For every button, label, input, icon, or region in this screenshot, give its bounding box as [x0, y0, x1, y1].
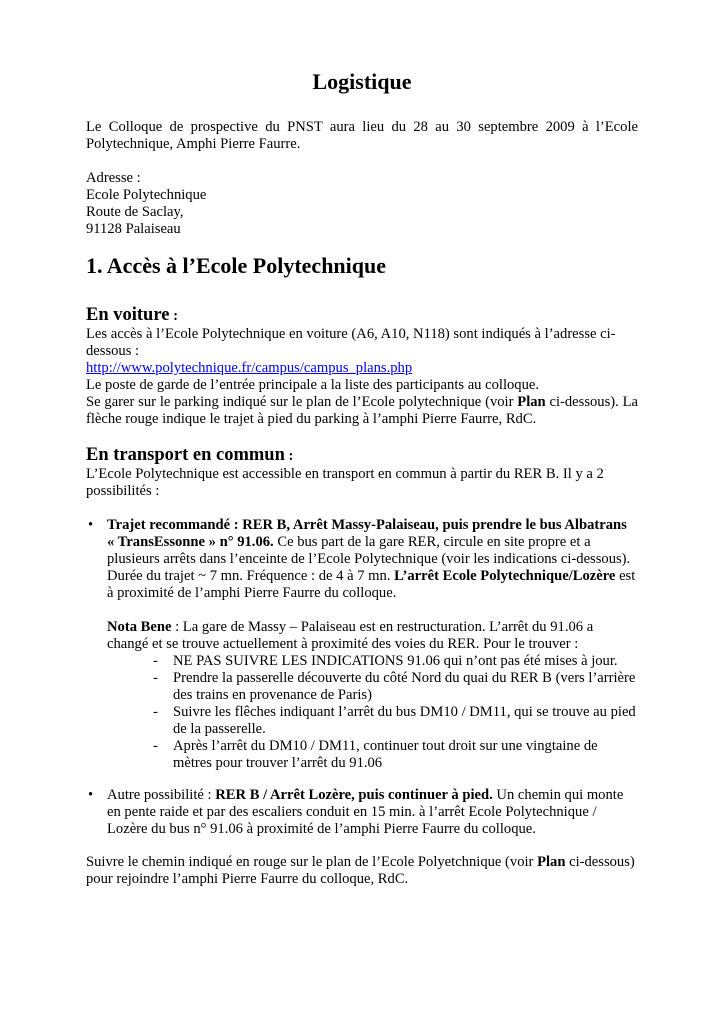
dash-item-4-line-1: Après l’arrêt du DM10 / DM11, continuer tout droit sur une vingtaine de [173, 738, 598, 754]
dash-4: - [153, 738, 158, 754]
address-line-1: Ecole Polytechnique [86, 187, 207, 203]
dash-item-2-line-1: Prendre la passerelle découverte du côté Nord du quai du RER B (vers l’arrière [173, 670, 636, 686]
intro-paragraph [86, 119, 638, 153]
bullet-2-line-1-bold: RER B / Arrêt Lozère, puis continuer à pied. [215, 787, 493, 803]
bullet-1-text [107, 517, 639, 602]
bullet-1-line-4a: Durée du trajet ~ 7 mn. Fréquence : de 4 à 7 mn. [107, 568, 395, 584]
bullet-1-line-4 [107, 568, 639, 585]
bullet-2-line-2: en pente raide et par des escaliers conduit en 15 min. à l’arrêt Ecole Polytechnique / [107, 804, 597, 820]
voiture-paragraph [86, 326, 638, 428]
dash-item-1 [173, 653, 639, 670]
bullet-1-line-5: à proximité de l’amphi Pierre Faurre du colloque. [107, 585, 397, 601]
nota-bene-paragraph [107, 619, 639, 653]
bullet-1-line-4-bold: L’arrêt Ecole Polytechnique/Lozère [394, 568, 616, 584]
bullet-2-text [107, 787, 639, 838]
address-label: Adresse : [86, 170, 141, 186]
intro-line-2: Polytechnique, Amphi Pierre Faurre. [86, 136, 301, 152]
bullet-2-marker: • [88, 787, 94, 803]
dash-item-4-line-2: mètres pour trouver l’arrêt du 91.06 [173, 755, 383, 771]
dash-item-1-line-1: NE PAS SUIVRE LES INDICATIONS 91.06 qui n’ont pas été mises à jour. [173, 653, 618, 669]
closing-line-2: pour rejoindre l’amphi Pierre Faurre du colloque, RdC. [86, 871, 409, 887]
voiture-line-3: Le poste de garde de l’entrée principale a la liste des participants au colloque. [86, 377, 540, 393]
dash-item-4 [173, 738, 639, 772]
bullet-1-line-4c: est [615, 568, 636, 584]
dash-item-2 [173, 670, 639, 704]
nota-line-2: changé et se trouve actuellement à proximité des voies du RER. Pour le trouver : [107, 636, 579, 652]
dash-3: - [153, 704, 158, 720]
transport-line-2: possibilités : [86, 483, 160, 499]
transport-heading-colon: : [284, 448, 294, 464]
transport-heading-text: En transport en commun [86, 445, 285, 465]
voiture-heading-text: En voiture [86, 305, 170, 325]
nota-line-1 [107, 619, 639, 636]
page-title: Logistique [312, 69, 412, 94]
transport-heading [86, 444, 293, 467]
nota-line-1-text: : La gare de Massy – Palaiseau est en restructuration. L’arrêt du 91.06 a [171, 619, 594, 635]
bullet-2-line-1 [107, 787, 639, 804]
dash-item-3 [173, 704, 639, 738]
section-1-heading: 1. Accès à l’Ecole Polytechnique [86, 253, 387, 278]
bullet-1-line-2-rest: Ce bus part de la gare RER, circule en site propre et a [273, 534, 591, 550]
dash-item-3-line-2: de la passerelle. [173, 721, 266, 737]
voiture-line-4 [86, 394, 638, 411]
bullet-1-marker: • [88, 517, 94, 533]
bullet-1-line-2 [107, 534, 639, 551]
bullet-1-line-1 [107, 517, 639, 534]
bullet-2-line-1a: Autre possibilité : [107, 787, 216, 803]
dash-item-2-line-2: des trains en provenance de Paris) [173, 687, 372, 703]
bullet-1-line-1-bold: Trajet recommandé : RER B, Arrêt Massy-Palaiseau, puis prendre le bus Albatrans [107, 517, 627, 533]
dash-item-3-line-1: Suivre les flêches indiquant l’arrêt du bus DM10 / DM11, qui se trouve au pied [173, 704, 636, 720]
dash-2: - [153, 670, 158, 686]
dash-1: - [153, 653, 158, 669]
bullet-1-line-2-bold: « TransEssonne » n° 91.06. [107, 534, 274, 550]
bullet-2-line-3: Lozère du bus n° 91.06 à proximité de l’amphi Pierre Faurre du colloque. [107, 821, 536, 837]
transport-paragraph [86, 466, 638, 500]
voiture-heading [86, 304, 178, 327]
address-line-2: Route de Saclay, [86, 204, 184, 220]
bullet-1-line-3: plusieurs arrêts dans l’enceinte de l’Ecole Polytechnique (voir les indications ci-dessous). [107, 551, 631, 567]
bullet-2-line-1c: Un chemin qui monte [492, 787, 624, 803]
address-block [86, 170, 638, 238]
transport-line-1: L’Ecole Polytechnique est accessible en transport en commun à partir du RER B. Il y a 2 [86, 466, 604, 482]
voiture-line-4c: ci-dessous). La [545, 394, 638, 410]
intro-line-1: Le Colloque de prospective du PNST aura lieu du 28 au 30 septembre 2009 à l’Ecole [86, 119, 638, 135]
closing-line-1 [86, 854, 638, 871]
plan-bold-1: Plan [517, 394, 546, 410]
voiture-line-5: flèche rouge indique le trajet à pied du parking à l’amphi Pierre Faurre, RdC. [86, 411, 537, 427]
voiture-line-2: dessous : [86, 343, 140, 359]
campus-plans-link[interactable]: http://www.polytechnique.fr/campus/campus_plans.php [86, 360, 413, 376]
address-line-3: 91128 Palaiseau [86, 221, 181, 237]
voiture-line-4a: Se garer sur le parking indiqué sur le plan de l’Ecole polytechnique (voir [86, 394, 518, 410]
closing-paragraph [86, 854, 638, 888]
closing-line-1a: Suivre le chemin indiqué en rouge sur le plan de l’Ecole Polyetchnique (voir [86, 854, 538, 870]
closing-line-1c: ci-dessous) [565, 854, 635, 870]
voiture-line-1: Les accès à l’Ecole Polytechnique en voiture (A6, A10, N118) sont indiqués à l’adresse ci- [86, 326, 616, 342]
nota-bene-label: Nota Bene [107, 619, 172, 635]
voiture-heading-colon: : [169, 308, 178, 324]
plan-bold-2: Plan [537, 854, 566, 870]
